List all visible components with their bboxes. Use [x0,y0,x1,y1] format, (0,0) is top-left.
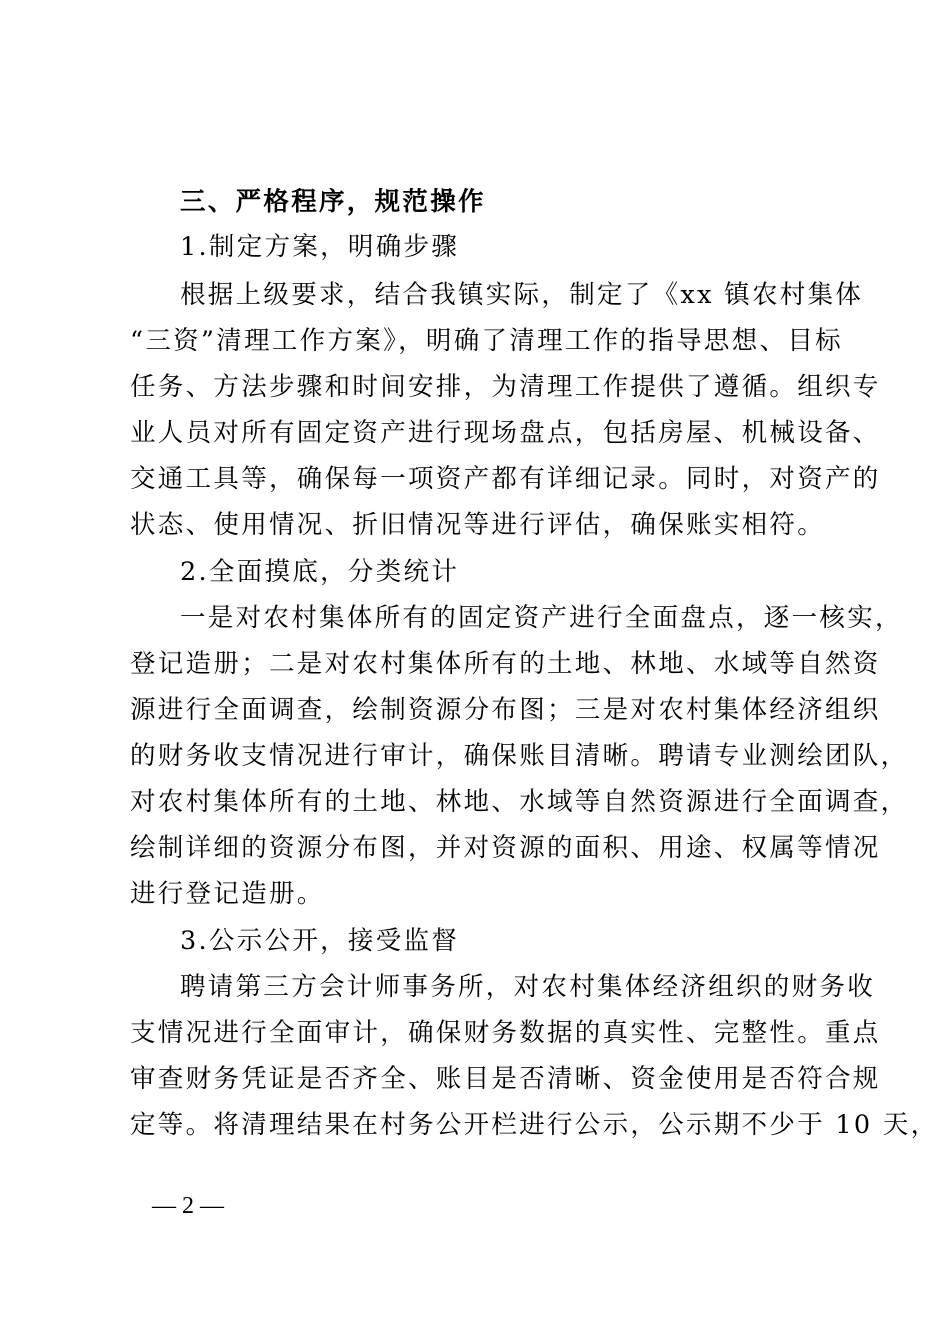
paragraph-line: 绘制详细的资源分布图，并对资源的面积、用途、权属等情况 [130,833,881,863]
paragraph-line: 任务、方法步骤和时间安排，为清理工作提供了遵循。组织专 [130,372,881,402]
page-number: — 2 — [152,1193,224,1219]
section-heading: 三、严格程序，规范操作 [180,187,486,217]
paragraph-line: 状态、使用情况、折旧情况等进行评估，确保账实相符。 [130,510,826,540]
paragraph-line: 根据上级要求，结合我镇实际，制定了《xx 镇农村集体 [180,280,864,310]
paragraph-line: 的财务收支情况进行审计，确保账目清晰。聘请专业测绘团队， [130,741,909,771]
paragraph-line: 定等。将清理结果在村务公开栏进行公示，公示期不少于 10 天， [130,1110,939,1140]
paragraph-line: 登记造册；二是对农村集体所有的土地、林地、水域等自然资 [130,649,881,679]
paragraph-line: 对农村集体所有的土地、林地、水域等自然资源进行全面调查， [130,787,909,817]
subsection-title-1: 1.制定方案，明确步骤 [180,232,460,262]
paragraph-line: 业人员对所有固定资产进行现场盘点，包括房屋、机械设备、 [130,418,881,448]
paragraph-line: 源进行全面调查，绘制资源分布图；三是对农村集体经济组织 [130,695,881,725]
subsection-title-2: 2.全面摸底，分类统计 [180,557,460,587]
paragraph-line: 审查财务凭证是否齐全、账目是否清晰、资金使用是否符合规 [130,1064,881,1094]
paragraph-line: 一是对农村集体所有的固定资产进行全面盘点，逐一核实， [180,603,903,633]
paragraph-line: 支情况进行全面审计，确保财务数据的真实性、完整性。重点 [130,1018,881,1048]
paragraph-line: 聘请第三方会计师事务所，对农村集体经济组织的财务收 [180,972,876,1002]
paragraph-line: 进行登记造册。 [130,879,325,909]
subsection-title-3: 3.公示公开，接受监督 [180,926,460,956]
paragraph-line: “三资”清理工作方案》，明确了清理工作的指导思想、目标 [130,326,843,356]
paragraph-line: 交通工具等，确保每一项资产都有详细记录。同时，对资产的 [130,464,881,494]
